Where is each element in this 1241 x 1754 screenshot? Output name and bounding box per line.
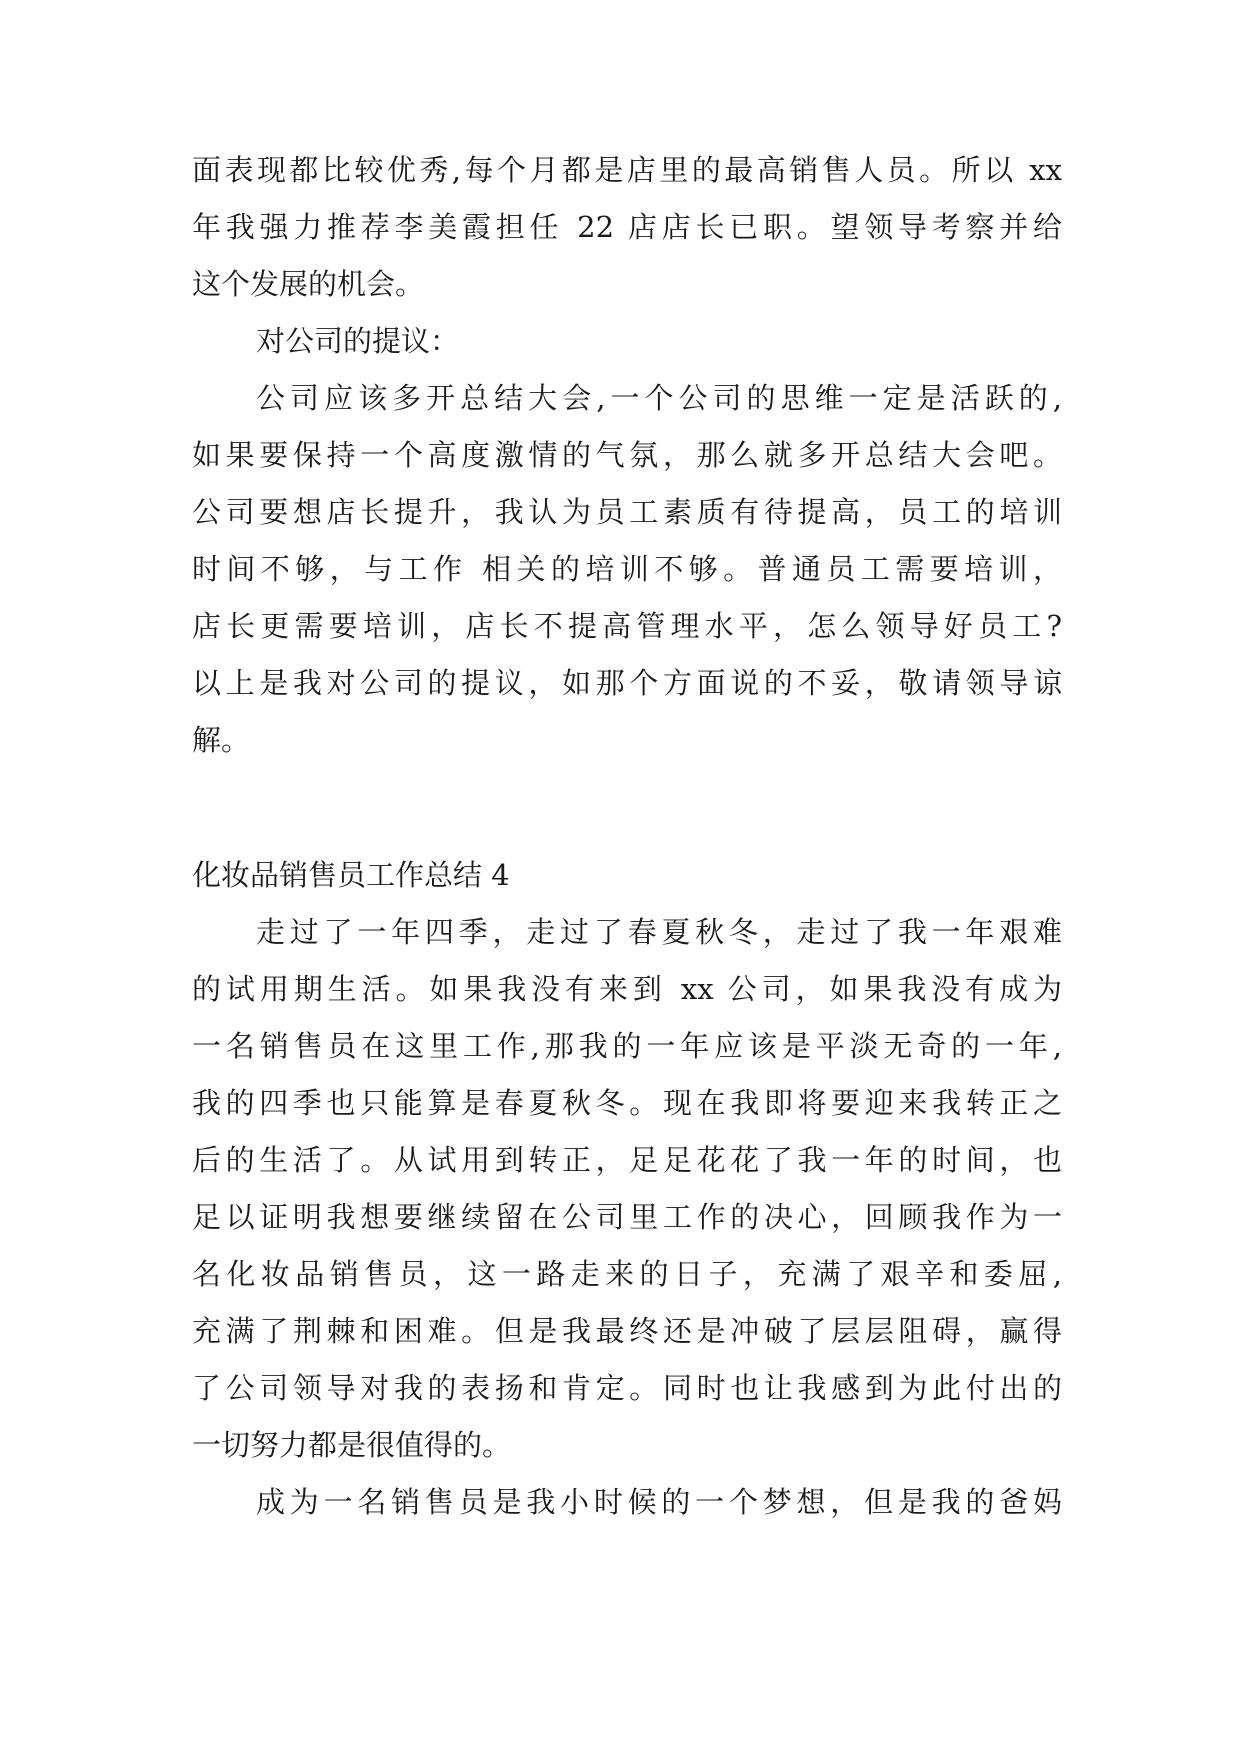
text-line: 一名销售员在这里工作,那我的一年应该是平淡无奇的一年, <box>192 1029 1062 1063</box>
text-line: 店长更需要培训，店长不提高管理水平，怎么领导好员工? <box>192 609 1062 643</box>
text-line: 的试用期生活。如果我没有来到 xx 公司，如果我没有成为 <box>192 972 1062 1006</box>
text-line: 以上是我对公司的提议，如那个方面说的不妥，敬请领导谅 <box>192 666 1062 700</box>
text-line: 了公司领导对我的表扬和肯定。同时也让我感到为此付出的 <box>192 1371 1062 1405</box>
text-line: 走过了一年四季，走过了春夏秋冬，走过了我一年艰难 <box>256 915 1062 949</box>
text-line: 足以证明我想要继续留在公司里工作的决心，回顾我作为一 <box>192 1200 1062 1234</box>
text-line: 成为一名销售员是我小时候的一个梦想，但是我的爸妈 <box>256 1485 1062 1519</box>
text-line: 面表现都比较优秀,每个月都是店里的最高销售人员。所以 xx <box>192 153 1062 187</box>
text-line: 如果要保持一个高度激情的气氛，那么就多开总结大会吧。 <box>192 438 1062 472</box>
text-line: 这个发展的机会。 <box>192 267 425 301</box>
suggestion-heading: 对公司的提议： <box>256 324 460 358</box>
text-line: 公司应该多开总结大会,一个公司的思维一定是活跃的, <box>256 381 1062 415</box>
text-line: 一切努力都是很值得的。 <box>192 1428 512 1462</box>
text-line: 我的四季也只能算是春夏秋冬。现在我即将要迎来我转正之 <box>192 1086 1062 1120</box>
text-line: 时间不够，与工作 相关的培训不够。普通员工需要培训， <box>192 552 1062 586</box>
text-line: 公司要想店长提升，我认为员工素质有待提高，员工的培训 <box>192 495 1062 529</box>
text-line: 年我强力推荐李美霞担任 22 店店长已职。望领导考察并给 <box>192 210 1062 244</box>
text-line: 解。 <box>192 723 251 757</box>
text-line: 后的生活了。从试用到转正，足足花花了我一年的时间，也 <box>192 1143 1062 1177</box>
section-title: 化妆品销售员工作总结 4 <box>192 858 510 892</box>
text-line: 名化妆品销售员，这一路走来的日子，充满了艰辛和委屈, <box>192 1257 1062 1291</box>
text-line: 充满了荆棘和困难。但是我最终还是冲破了层层阻碍，赢得 <box>192 1314 1062 1348</box>
